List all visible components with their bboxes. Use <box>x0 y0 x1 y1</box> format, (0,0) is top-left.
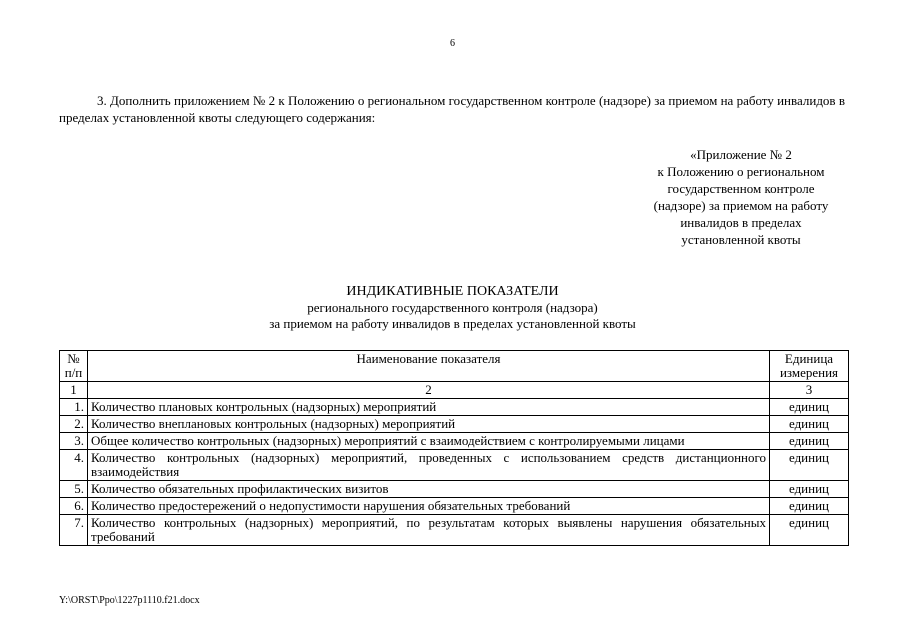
heading-title: ИНДИКАТИВНЫЕ ПОКАЗАТЕЛИ <box>346 284 559 299</box>
row-name: Количество предостережений о недопустимости нарушения обязательных требований <box>88 498 770 515</box>
row-unit: единиц <box>770 399 849 416</box>
table-index-row <box>60 382 849 399</box>
appendix-line: государственном контроле <box>667 181 815 196</box>
row-name: Количество контрольных (надзорных) мероприятий, проведенных с использованием средств дистанционного взаимодействия <box>88 450 770 481</box>
row-num: 3. <box>60 433 88 450</box>
document-heading <box>0 284 905 332</box>
appendix-line: инвалидов в пределах <box>680 215 802 230</box>
appendix-line: (надзоре) за приемом на работу <box>653 198 829 213</box>
table-row <box>60 433 849 450</box>
row-name: Количество внеплановых контрольных (надзорных) мероприятий <box>88 416 770 433</box>
row-num: 7. <box>60 515 88 546</box>
table-row <box>60 498 849 515</box>
row-name: Количество плановых контрольных (надзорных) мероприятий <box>88 399 770 416</box>
row-num: 1. <box>60 399 88 416</box>
heading-subtitle: регионального государственного контроля (надзора) <box>307 300 598 315</box>
row-num: 2. <box>60 416 88 433</box>
row-name: Количество обязательных профилактических визитов <box>88 481 770 498</box>
table-row <box>60 481 849 498</box>
appendix-line: «Приложение № 2 <box>690 147 792 162</box>
index-cell: 2 <box>88 382 770 399</box>
table-row <box>60 399 849 416</box>
header-name: Наименование показателя <box>88 351 770 382</box>
index-cell: 1 <box>60 382 88 399</box>
intro-paragraph: 3. Дополнить приложением № 2 к Положению о региональном государственном контроле (надзоре) за приемом на работу инвалидов в пределах установленной квоты следующего содержания: <box>59 93 845 125</box>
table-row <box>60 515 849 546</box>
file-path-footer: Y:\ORST\Ppo\1227p1110.f21.docx <box>59 595 200 606</box>
row-unit: единиц <box>770 498 849 515</box>
appendix-line: установленной квоты <box>681 232 801 247</box>
row-name: Количество контрольных (надзорных) мероприятий, по результатам которых выявлены нарушения обязательных требований <box>88 515 770 546</box>
heading-subtitle: за приемом на работу инвалидов в пределах установленной квоты <box>269 316 636 331</box>
row-unit: единиц <box>770 481 849 498</box>
table-row <box>60 416 849 433</box>
row-unit: единиц <box>770 515 849 546</box>
index-cell: 3 <box>770 382 849 399</box>
row-num: 4. <box>60 450 88 481</box>
table-row <box>60 450 849 481</box>
row-unit: единиц <box>770 416 849 433</box>
row-name: Общее количество контрольных (надзорных) мероприятий с взаимодействием с контролируемыми лицами <box>88 433 770 450</box>
page-number: 6 <box>450 38 455 49</box>
table-header-row <box>60 351 849 382</box>
header-num: № п/п <box>60 351 88 382</box>
row-unit: единиц <box>770 450 849 481</box>
appendix-reference <box>625 146 857 248</box>
indicators-table <box>59 350 849 546</box>
row-num: 6. <box>60 498 88 515</box>
header-unit: Единица измерения <box>770 351 849 382</box>
row-num: 5. <box>60 481 88 498</box>
appendix-line: к Положению о региональном <box>657 164 825 179</box>
row-unit: единиц <box>770 433 849 450</box>
